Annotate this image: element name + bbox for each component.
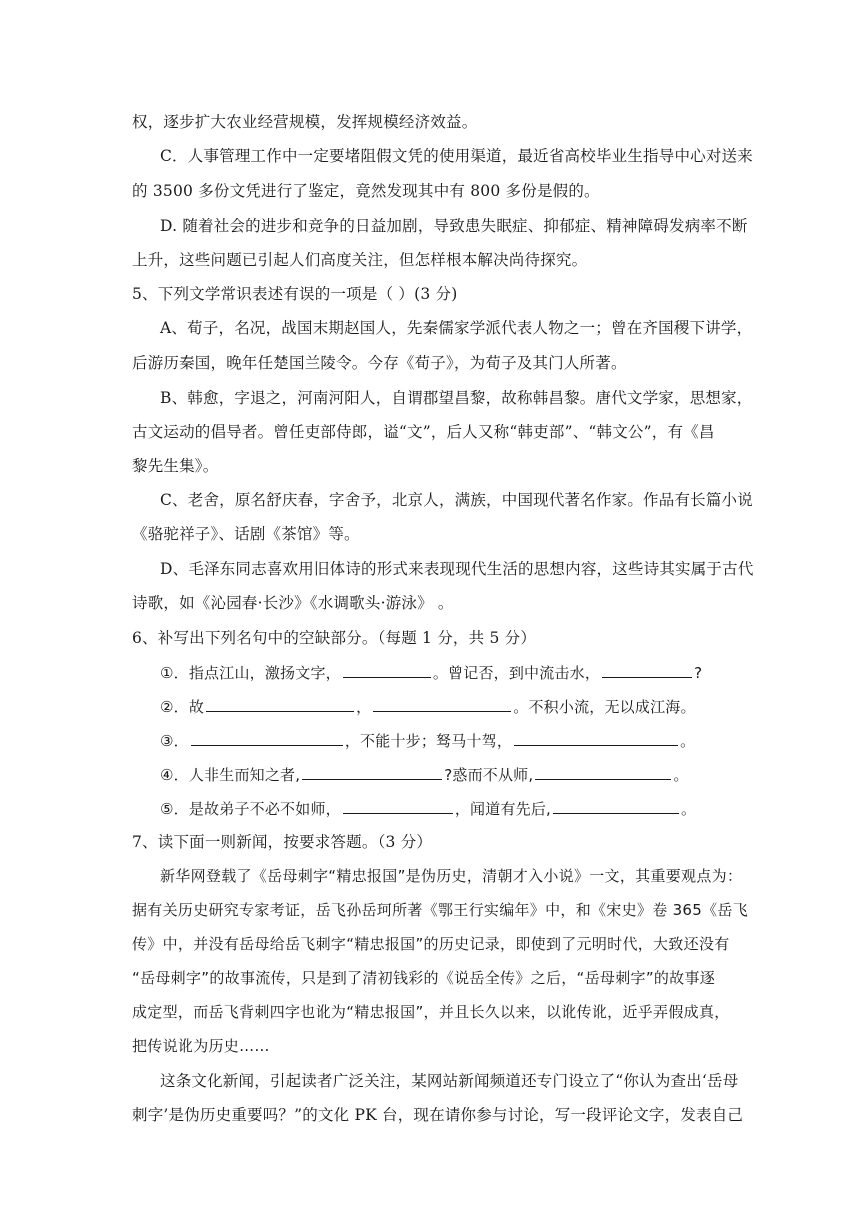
q6-stem: 6、补写出下列名句中的空缺部分。（每题 1 分，共 5 分） [132,629,537,647]
q7-news-line-4: “岳母刺字”的故事流传，只是到了清初钱彩的《说岳全传》之后，“岳母刺字”的故事逐 [132,969,716,987]
q5-option-d-line-1: D、毛泽东同志喜欢用旧体诗的形式来表现现代生活的思想内容，这些诗其实属于古代 [160,560,754,578]
q6-item-1-text-a: ①．指点江山，激扬文字， [160,664,341,682]
q6-item-4 [160,764,689,785]
q6-item-4-blank-2[interactable] [535,764,671,780]
q6-item-3-blank-2[interactable] [514,730,678,746]
q6-item-1-text-b: 。曾记否，到中流击水， [432,664,601,682]
q6-item-1-blank-1[interactable] [343,662,431,678]
q6-item-3-text-a: ③． [160,732,189,750]
q6-item-3-blank-1[interactable] [191,730,343,746]
q6-item-2-blank-1[interactable] [206,696,354,712]
q7-news-line-5: 成定型，而岳飞背刺四字也讹为“精忠报国”，并且长久以来，以讹传讹，近乎弄假成真， [132,1003,730,1021]
q7-news-line-3: 传》中，并没有岳母给岳飞刺字“精忠报国”的历史记录，即使到了元明时代，大致还没有 [132,935,730,953]
q5-option-b-line-2: 古文运动的倡导者。曾任吏部侍郎，谥“文”，后人又称“韩吏部”、“韩文公”，有《昌 [132,423,715,441]
q7-news-line-1: 新华网登载了《岳母刺字“精忠报国”是伪历史，清朝才入小说》一文，其重要观点为： [160,867,743,885]
q6-item-1-blank-2[interactable] [602,662,692,678]
q6-item-3 [160,730,695,751]
q6-item-3-text-b: ，不能十步；驽马十驾， [344,732,513,750]
q4-tail-line: 权，逐步扩大农业经营规模，发挥规模经济效益。 [132,113,478,131]
q7-task-line-1: 这条文化新闻，引起读者广泛关注，某网站新闻频道还专门设立了“你认为查出‘岳母 [160,1072,739,1090]
q7-stem: 7、读下面一则新闻，按要求答题。（3 分） [132,833,433,851]
q5-option-d-line-2: 诗歌，如《沁园春·长沙》《水调歌头·游泳》 。 [132,594,454,612]
q5-option-b-line-3: 黎先生集》。 [132,457,219,475]
q6-item-1 [160,662,702,683]
q5-option-a-line-1: A、荀子，名况，战国末期赵国人，先秦儒家学派代表人物之一；曾在齐国稷下讲学， [160,319,753,337]
q7-task-line-2: 刺字’是伪历史重要吗？”的文化 PK 台，现在请你参与讨论，写一段评论文字，发表自己 [132,1106,744,1124]
q4-option-d-line-1: D. 随着社会的进步和竞争的日益加剧，导致患失眠症、抑郁症、精神障碍发病率不断 [160,217,748,235]
q6-item-4-text-c: 。 [673,766,689,784]
q6-item-2-text-a: ②．故 [160,698,205,716]
q5-option-c-line-1: C、老舍，原名舒庆春，字舍予，北京人，满族，中国现代著名作家。作品有长篇小说 [160,491,753,509]
q6-item-4-blank-1[interactable] [302,764,442,780]
q5-option-b-line-1: B、韩愈，字退之，河南河阳人，自谓郡望昌黎，故称韩昌黎。唐代文学家，思想家， [160,389,753,407]
q5-stem: 5、下列文学常识表述有误的一项是（ ）(3 分) [132,285,458,303]
q6-item-5-blank-2[interactable] [553,798,679,814]
q7-news-line-6: 把传说讹为历史…… [132,1037,270,1055]
q6-item-4-text-b: ?惑而不从师, [444,766,534,784]
q6-item-2-blank-2[interactable] [373,696,511,712]
q6-item-5 [160,798,696,819]
q7-news-line-2: 据有关历史研究专家考证，岳飞孙岳珂所著《鄂王行实编年》中，和《宋史》卷 365《岳飞 [132,901,749,919]
q4-option-c-line-1: C．人事管理工作中一定要堵阻假文凭的使用渠道，最近省高校毕业生指导中心对送来 [160,147,753,165]
q4-option-d-line-2: 上升，这些问题已引起人们高度关注，但怎样根本解决尚待探究。 [132,251,588,269]
q5-option-c-line-2: 《骆驼祥子》、话剧《茶馆》等。 [132,525,360,543]
q6-item-5-blank-1[interactable] [343,798,453,814]
q6-item-2-text-c: 。不积小流，无以成江海。 [513,698,696,716]
q6-item-1-text-c: ? [694,664,703,682]
q6-item-3-text-c: 。 [680,732,696,750]
q5-option-a-line-2: 后游历秦国，晚年任楚国兰陵令。今存《荀子》，为荀子及其门人所著。 [132,354,627,372]
q6-item-5-text-b: ，闻道有先后, [454,800,552,818]
q6-item-2 [160,696,696,717]
q6-item-5-text-a: ⑤．是故弟子不必不如师， [160,800,341,818]
q4-option-c-line-2: 的 3500 多份文凭进行了鉴定，竟然发现其中有 800 多份是假的。 [132,182,600,200]
q6-item-4-text-a: ④．人非生而知之者, [160,766,301,784]
q6-item-2-text-b: ， [356,698,372,716]
q6-item-5-text-c: 。 [681,800,697,818]
